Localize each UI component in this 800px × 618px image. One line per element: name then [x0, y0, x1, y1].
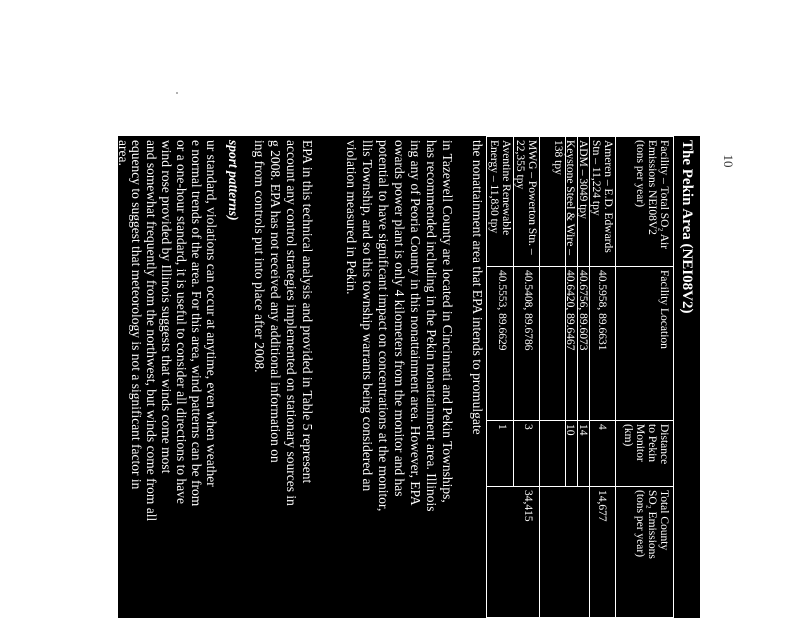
rotated-page-content [118, 136, 700, 618]
para2-line: g 2008. EPA has not received any additional information on [268, 140, 283, 463]
row1-facility: Ameren – E.D. Edwards Stn – 11,224 tpy [590, 140, 614, 253]
row5-distance: 1 [496, 424, 508, 430]
row1-distance: 4 [596, 424, 608, 430]
para2-line: account any control strategies implemented on stationary sources in [284, 140, 299, 506]
para3-line: wind rose provided by Illinois suggests that winds come most [159, 140, 174, 474]
header-distance: Distance to Pekin Monitor (km) [622, 424, 670, 465]
row4-distance: 3 [522, 424, 534, 430]
scan-artifact-dot [176, 92, 178, 94]
row3-facility: Keystone Steel & Wire – 138 tpy [552, 140, 576, 255]
para1-line: ing any of Peoria County in this nonattainment area. However, EPA [408, 140, 423, 506]
section-title: The Pekin Area (NEI08V2) [679, 140, 695, 314]
row1-county-total: 14,677 [596, 490, 608, 522]
row2-facility: ADM – 3049 tpy [577, 140, 589, 219]
header-facility: Facility – Total SO₂ Air Emissions NEI08V2 (tons per year) [634, 140, 670, 250]
para3-line: area. [116, 140, 131, 166]
row5-location: 40.5553, 89.6629 [496, 270, 508, 351]
page-number: 10 [721, 154, 736, 168]
row2-location: 40.6756, 89.6073 [577, 270, 589, 351]
row3-location: 40.6420, 89.6467 [564, 270, 576, 351]
para3-line: or a one-hour standard, it is useful to consider all directions to have [174, 140, 189, 505]
scanned-page-region [118, 136, 700, 618]
para1-line: potential to have significant impact on concentrations at the monitor, [376, 140, 391, 512]
para3-line: equency to suggest that meteorology is not a significant factor in [129, 140, 144, 490]
para1-line: the nonattainment area that EPA intends to promulgate [470, 140, 485, 435]
para3-line: e normal trends of the area. For this area, wind patterns can be from [189, 140, 204, 507]
para1-line: violation measured in Pekin. [344, 140, 359, 295]
row3-distance: 10 [564, 424, 576, 436]
para1-line: has recommended including in the Pekin nonattainment area. Illinois [424, 140, 439, 512]
subheading: sport patterns) [226, 140, 241, 221]
row1-location: 40.5958, 89.6631 [596, 270, 608, 351]
para1-line: in Tazewell County are located in Cincinnati and Pekin Townships, [440, 140, 455, 503]
row2-distance: 14 [577, 424, 589, 436]
row4-location: 40.5408, 89.6786 [522, 270, 534, 351]
header-county-total: Total County SO₂ Emissions (tons per year) [634, 490, 670, 559]
para3-line: and somewhat frequently from the northwest, but winds come from all [144, 140, 159, 522]
para1-line: llis Township, and so this township warrants being considered an [360, 140, 375, 492]
para3-line: ur standard, violations can occur at anytime, even when weather [204, 140, 219, 487]
emissions-table [486, 136, 674, 618]
row5-facility: Aventine Renewable Energy – 11,830 tpy [488, 140, 512, 236]
para1-line: owards power plant is only 4 kilometers from the monitor and has [392, 140, 407, 497]
row4-facility: MWG – Powerton Stn. – 22,355 tpy [514, 140, 538, 255]
header-location: Facility Location [658, 270, 670, 349]
row4-county-total: 34,415 [522, 490, 534, 522]
para2-line: ing from controls put into place after 2008. [252, 140, 267, 373]
para2-line: EPA in this technical analysis and provided in Table 5 represent [300, 140, 315, 484]
